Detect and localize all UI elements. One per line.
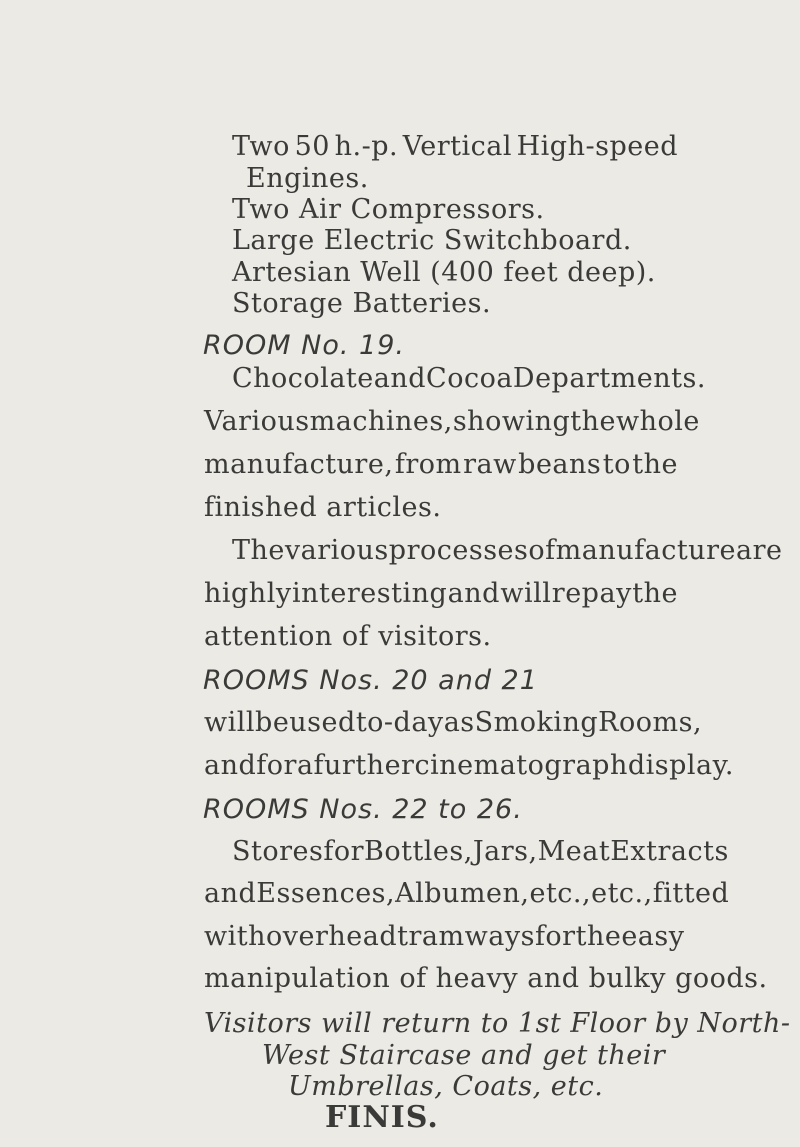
equipment-line-6: Storage Batteries.	[232, 288, 492, 319]
word: of	[528, 535, 556, 566]
room19-para1-last: finished articles.	[204, 492, 442, 523]
word: Vertical	[402, 131, 512, 162]
word: showing	[452, 406, 571, 437]
word: beans	[518, 449, 602, 480]
rooms22-26-line-2	[204, 878, 730, 910]
word: 50	[294, 131, 330, 162]
room19-para1-line-2	[204, 449, 678, 481]
word: and	[447, 578, 500, 609]
word: various	[284, 535, 389, 566]
word: easy	[621, 921, 685, 952]
word: Two	[232, 131, 290, 162]
word: to	[602, 449, 631, 480]
word: from	[394, 449, 462, 480]
word: and	[204, 878, 257, 909]
word: processes	[388, 535, 529, 566]
word: Various	[204, 406, 310, 437]
word: used	[289, 707, 356, 738]
word: etc.,	[529, 878, 592, 909]
word: the	[632, 449, 678, 480]
word: further	[313, 750, 415, 781]
word: for	[534, 921, 576, 952]
word: and	[373, 363, 427, 394]
word: the	[575, 921, 622, 952]
word: Cocoa	[426, 363, 513, 394]
rooms20-21-heading: ROOMS Nos. 20 and 21	[203, 665, 538, 696]
finis-mark: FINIS.	[325, 1100, 439, 1135]
word: overhead	[266, 921, 398, 952]
room19-para2-line-1	[232, 535, 783, 567]
rooms20-21-line-1	[204, 707, 703, 739]
equipment-line-1	[232, 131, 678, 163]
word: Stores	[232, 836, 324, 867]
room19-heading: ROOM No. 19.	[203, 330, 405, 361]
equipment-line-4: Large Electric Switchboard.	[232, 225, 632, 256]
room19-title	[232, 363, 706, 395]
word: a	[296, 750, 314, 781]
word: whole	[615, 406, 700, 437]
word: tramways	[397, 921, 535, 952]
rooms22-26-heading: ROOMS Nos. 22 to 26.	[203, 794, 523, 825]
word: Departments.	[512, 363, 706, 394]
word: The	[232, 535, 285, 566]
word: Smoking	[474, 707, 599, 738]
word: etc.,	[591, 878, 653, 909]
word: with	[204, 921, 266, 952]
notice-line-2: West Staircase and get their	[262, 1040, 666, 1071]
word: Bottles,	[364, 836, 473, 867]
equipment-line-2: Engines.	[246, 163, 369, 194]
word: raw	[463, 449, 517, 480]
word: display.	[627, 750, 734, 781]
word: and	[204, 750, 257, 781]
word: fitted	[652, 878, 730, 909]
rooms20-21-line-2	[204, 750, 734, 782]
word: cinematograph	[414, 750, 628, 781]
word: manufacture,	[204, 449, 394, 480]
equipment-line-5: Artesian Well (400 feet deep).	[232, 257, 656, 288]
notice-line-1: Visitors will return to 1st Floor by North-	[204, 1008, 791, 1039]
word: as	[443, 707, 475, 738]
word: High-speed	[516, 131, 678, 162]
word: Jars,	[472, 836, 538, 867]
word: Meat	[537, 836, 611, 867]
word: Essences,	[256, 878, 396, 909]
rooms22-26-line-1	[232, 836, 729, 868]
room19-para1-line-1	[204, 406, 700, 438]
word: be	[255, 707, 290, 738]
rooms22-26-line-3	[204, 921, 685, 953]
word: will	[500, 578, 552, 609]
word: highly	[204, 578, 292, 609]
word: Albumen,	[395, 878, 530, 909]
rooms22-26-last: manipulation of heavy and bulky goods.	[204, 963, 768, 994]
word: manufacture	[555, 535, 736, 566]
word: for	[323, 836, 364, 867]
word: Rooms,	[598, 707, 703, 738]
word: machines,	[309, 406, 453, 437]
room19-para2-last: attention of visitors.	[204, 621, 492, 652]
word: will	[204, 707, 256, 738]
equipment-line-3: Two Air Compressors.	[232, 194, 545, 225]
notice-line-3: Umbrellas, Coats, etc.	[288, 1071, 604, 1102]
word: Extracts	[610, 836, 729, 867]
word: the	[632, 578, 678, 609]
word: Chocolate	[232, 363, 374, 394]
word: for	[256, 750, 297, 781]
word: h.-p.	[334, 131, 399, 162]
word: the	[570, 406, 616, 437]
word: to-day	[355, 707, 444, 738]
word: interesting	[292, 578, 448, 609]
room19-para2-line-2	[204, 578, 678, 610]
word: repay	[551, 578, 632, 609]
word: are	[735, 535, 783, 566]
